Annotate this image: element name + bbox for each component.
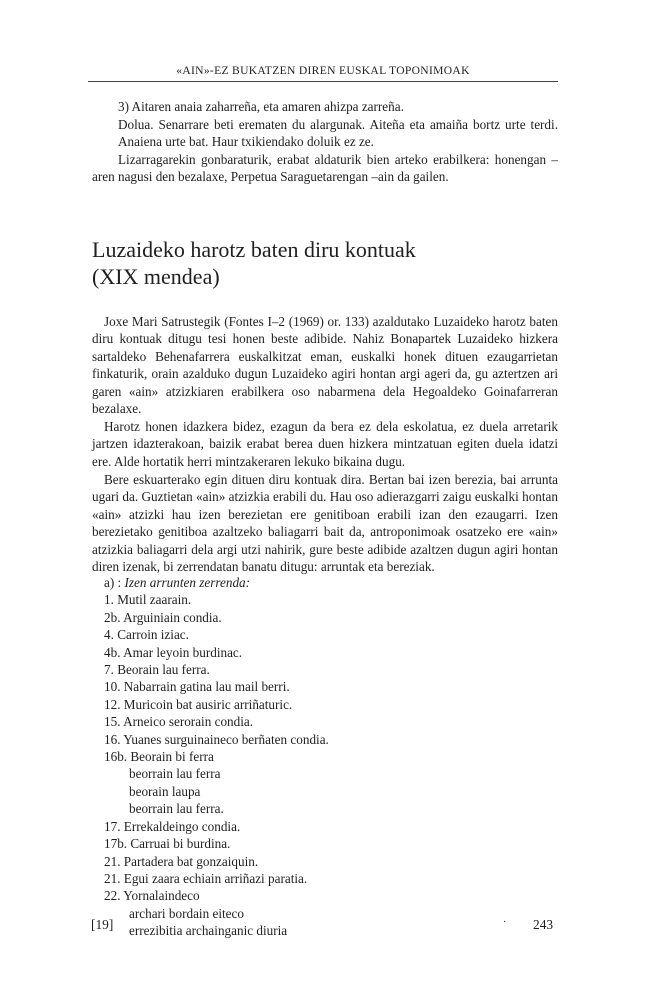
list-item-line: 3) Aitaren anaia zaharreña, eta amaren ahizpa zarreña. [118, 99, 404, 114]
footer-mark: · [503, 917, 507, 928]
list-item [104, 905, 554, 922]
section-title-line-1: Luzaideko harotz baten diru kontuak [92, 237, 416, 262]
list-item-number: 16. [104, 731, 121, 747]
list-item [104, 783, 554, 800]
list-heading-italic: Izen arrunten zerrenda: [124, 575, 251, 590]
list-item [104, 661, 554, 678]
list-item [104, 835, 554, 852]
paragraph: Dolua. Senarrare beti erematen du alargunak. Aiteña eta amaiña bortz urte terdi. Anaiena urte bat. Haur txikiendako doluik ez ze. [118, 117, 558, 150]
list-item-text: Muricoin bat ausiric arriñaturic. [123, 696, 293, 712]
list-item-number: 12. [104, 696, 121, 712]
section-title [92, 236, 562, 290]
list-item-text: Amar leyoin burdinac. [123, 644, 243, 660]
list-item [104, 800, 554, 817]
header-rule [88, 81, 558, 82]
list-item [104, 644, 554, 661]
paragraph: Joxe Mari Satrustegik (Fontes I–2 (1969) or. 133) azaldutako Luzaideko harotz baten diru kontuak ditugu tesi honen beste adibide. Nahiz Bonapartek Luzaideko hizkera sartaldeko Behenafarrera euskalkitzat eman, euskalki honek dituen ezaugarrietan finkaturik, orain azalduko dugun Luzaideko agiri hontan argi ageri da, gu aztertzen ari garen «ain» atzizkiaren erabilkera oso nabarmena dela Hegoaldeko Goinafarreran bezalaxe. [92, 314, 558, 417]
list-item-text: Carroin iziac. [117, 627, 189, 643]
list-items [104, 591, 554, 939]
list-item-text: Egui zaara echiain arriñazi paratia. [123, 870, 308, 886]
list-item-text: Arguiniain condia. [123, 609, 222, 625]
list-item-text: errezibitia archainganic diuria [129, 923, 288, 939]
section-title-line-2: (XIX mendea) [92, 264, 220, 289]
list-item-number: 21. [104, 870, 121, 886]
list-item-number: 10. [104, 679, 121, 695]
list-item [104, 870, 554, 887]
list-item-number: 4b. [104, 644, 121, 660]
list-item-text: Nabarrain gatina lau mail berri. [123, 679, 290, 695]
paragraph: Bere eskuarterako egin dituen diru kontuak dira. Bertan bai izen berezia, bai arrunta ugari da. Guztietan «ain» atzizkia erabili du. Hau oso adierazgarri zaigu euskalki hontan «ain» atzizki hau izen berezietan ere genitiboan erabili izan den ezaugarri. Izen berezietako genitiboa azaltzeko baliagarri bait da, antroponimoak osatzeko ere «ain» atzizkia baliagarri dela argi utzi nahirik, gure beste adibide azaltzen dugun agiri hontan diren izenak, bi zerrendatan banatu ditugu: arruntak eta bereziak. [92, 472, 558, 575]
list-item [104, 887, 554, 904]
list-item-text: Yuanes surguinaineco berñaten condia. [123, 731, 329, 747]
page-number: 243 [533, 917, 554, 932]
list-item [104, 696, 554, 713]
list-item-number: 15. [104, 714, 121, 730]
list-item-text: beorain laupa [129, 783, 201, 799]
list-item-number: 22. [104, 888, 121, 904]
list-item-text: Yornalaindeco [123, 888, 200, 904]
list-item [104, 609, 554, 626]
list-item-text: Carruai bi burdina. [130, 836, 231, 852]
list-item-text: beorrain lau ferra. [129, 801, 224, 817]
list-item-number: 2b. [104, 609, 121, 625]
list-item-text: Partadera bat gonzaiquin. [123, 853, 259, 869]
list-item [104, 678, 554, 695]
footer-section-number: [19] [91, 917, 114, 932]
list-item-text: Mutil zaarain. [117, 592, 192, 608]
list-item-text: beorrain lau ferra [129, 766, 221, 782]
running-header: «AIN»-EZ BUKATZEN DIREN EUSKAL TOPONIMOAK [176, 64, 470, 77]
list-item [104, 713, 554, 730]
list-item-text: Beorain lau ferra. [117, 662, 210, 678]
common-names-list [104, 574, 554, 940]
list-item [104, 922, 554, 939]
list-item-number: 16b. [104, 749, 128, 765]
list-item-number: 21. [104, 853, 121, 869]
list-item [104, 853, 554, 870]
list-item-text: archari bordain eiteco [129, 905, 244, 921]
paragraph: Harotz honen idazkera bidez, ezagun da bera ez dela eskolatua, ez duela arretarik jartzen idazterakoan, baizik erabat berea duen hizkera mintzatuan egiten duela idatzi ere. Alde hortatik herri mintzakeraren lekuko bikaina dugu. [92, 419, 558, 469]
list-item-number: 4. [104, 627, 114, 643]
list-item [104, 818, 554, 835]
list-item-text: Arneico serorain condia. [123, 714, 254, 730]
paragraph: Lizarragarekin gonbaraturik, erabat aldaturik bien arteko erabilkera: honengan –aren nagusi den bezalaxe, Perpetua Saraguetarengan –ain da gailen. [92, 152, 558, 185]
list-item [104, 591, 554, 608]
list-item-number: 17. [104, 818, 121, 834]
list-heading [104, 574, 554, 591]
list-heading-prefix: a) : [104, 575, 125, 590]
list-item [104, 626, 554, 643]
list-item [104, 748, 554, 765]
list-item-text: Beorain bi ferra [130, 749, 214, 765]
list-item [104, 731, 554, 748]
list-item-text: Errekaldeingo condia. [123, 818, 241, 834]
list-item-number: 1. [104, 592, 114, 608]
list-item-number: 7. [104, 662, 114, 678]
list-item [104, 765, 554, 782]
list-item-number: 17b. [104, 836, 128, 852]
